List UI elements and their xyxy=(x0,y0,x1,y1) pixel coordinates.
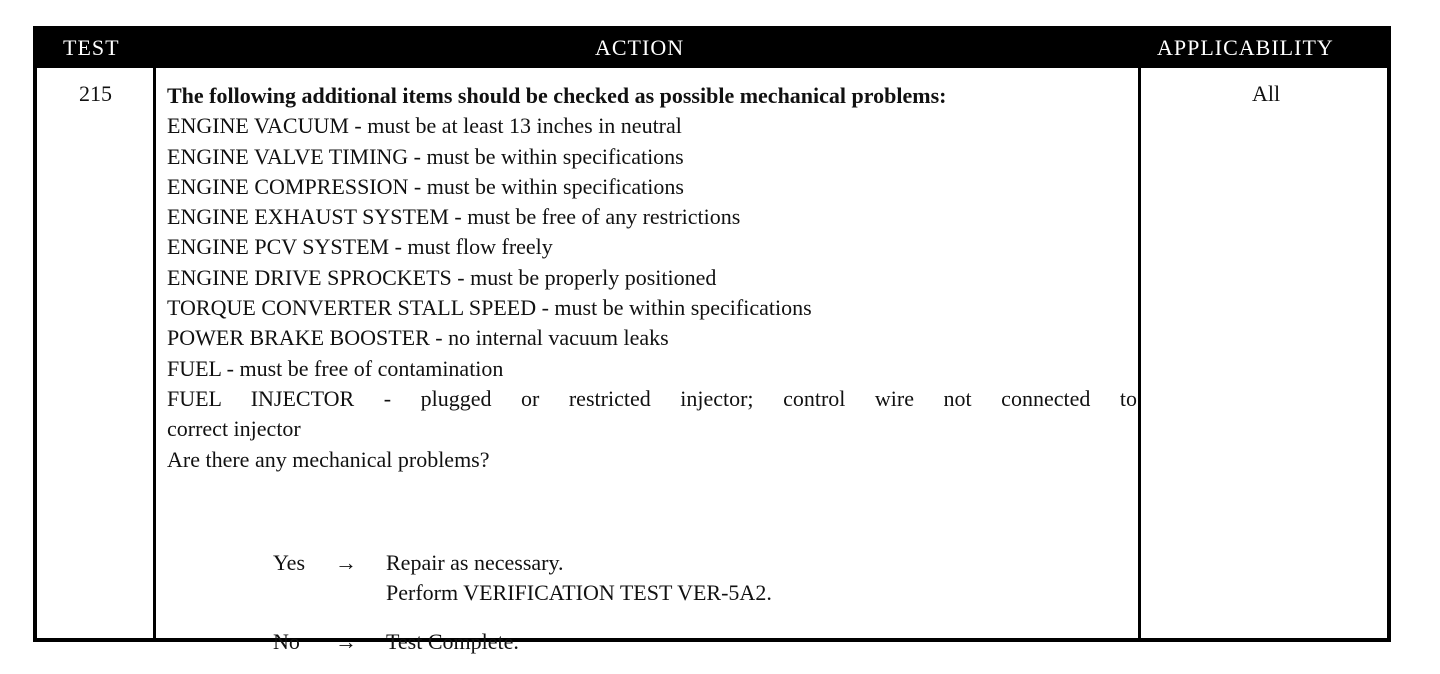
check-item: TORQUE CONVERTER STALL SPEED - must be within specifications xyxy=(167,295,812,321)
check-item: POWER BRAKE BOOSTER - no internal vacuum leaks xyxy=(167,325,669,351)
check-item-injector-cont: correct injector xyxy=(167,416,301,442)
answer-no-label: No xyxy=(273,629,300,654)
check-item: FUEL - must be free of contamination xyxy=(167,355,504,381)
check-item: ENGINE COMPRESSION - must be within specifications xyxy=(167,173,684,199)
check-item-injector: FUEL INJECTOR - plugged or restricted injector; control wire not connected to xyxy=(167,385,1137,411)
test-number: 215 xyxy=(79,81,112,106)
answer-no-text: Test Complete. xyxy=(386,629,519,654)
answer-yes-text-2: Perform VERIFICATION TEST VER-5A2. xyxy=(386,580,772,605)
check-item: ENGINE EXHAUST SYSTEM - must be free of any restrictions xyxy=(167,204,741,230)
header-action: ACTION xyxy=(595,35,685,60)
answer-yes-text: Repair as necessary. xyxy=(386,550,564,575)
action-lead: The following additional items should be checked as possible mechanical problems: xyxy=(167,83,947,108)
arrow-right-icon: → xyxy=(335,550,357,575)
header-applicability: APPLICABILITY xyxy=(1157,35,1334,60)
check-item: ENGINE DRIVE SPROCKETS - must be properly positioned xyxy=(167,264,717,290)
diagnostic-table xyxy=(33,26,1391,654)
table-header xyxy=(33,26,1391,68)
action-cell xyxy=(167,81,1137,475)
check-item: ENGINE VALVE TIMING - must be within specifications xyxy=(167,143,684,169)
column-divider-right xyxy=(1138,68,1141,638)
check-item: ENGINE PCV SYSTEM - must flow freely xyxy=(167,234,553,260)
check-item: ENGINE VACUUM - must be at least 13 inches in neutral xyxy=(167,113,682,139)
question: Are there any mechanical problems? xyxy=(167,446,490,472)
applicability-value: All xyxy=(1252,81,1281,106)
header-test: TEST xyxy=(63,35,120,60)
column-divider-left xyxy=(153,68,156,638)
arrow-right-icon: → xyxy=(335,629,357,654)
answer-yes-label: Yes xyxy=(273,550,306,575)
